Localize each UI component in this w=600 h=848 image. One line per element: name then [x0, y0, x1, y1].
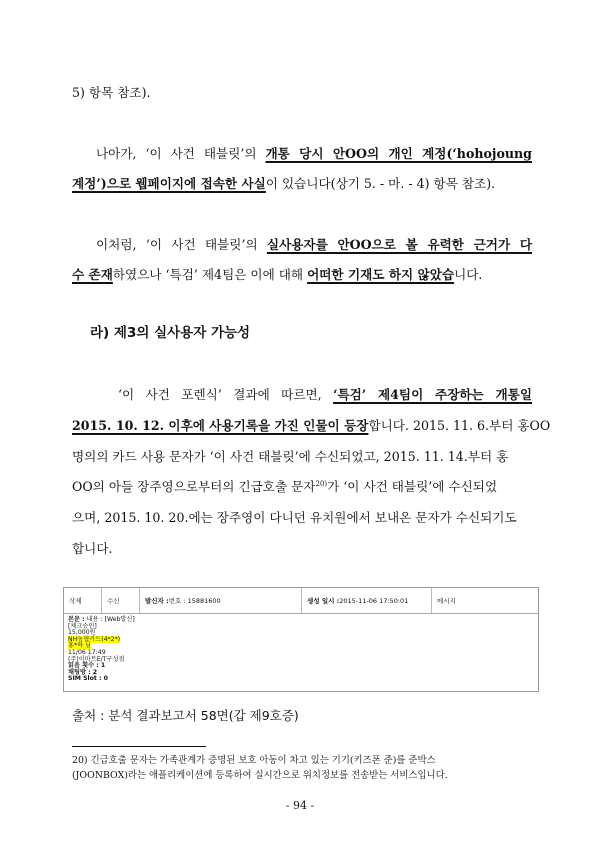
text: 5) 항목 참조). [72, 85, 151, 100]
emphasis-text: 계정’)으로 웹페이지에 접속한 사실 [72, 176, 266, 191]
evidence-col-direction: 수신 [102, 588, 140, 613]
text: 으며, 2015. 10. 20.에는 장주영이 다니던 유치원에서 보내온 문자가 수신되기도 [72, 510, 517, 525]
highlighted-text: NH농협카드(4*2*) [68, 635, 121, 643]
emphasis-text: 어떠한 기재도 하지 않았습 [307, 267, 455, 282]
evidence-col-type: 메시지 [437, 597, 456, 605]
footnote-line-1: 20) 긴급호출 문자는 가족관계가 증명된 보호 아동이 차고 있는 기기(키즈폰 준)를 준박스 [72, 755, 436, 766]
paragraph-1-line-1 [72, 84, 151, 102]
body-line: SIM Slot : 0 [68, 675, 108, 683]
paragraph-4-line-5 [72, 509, 517, 527]
text: 가 ‘이 사건 태블릿’에 수신되었 [327, 479, 498, 494]
paragraph-4-line-1 [118, 386, 532, 404]
highlighted-text: 홍*하 님 [68, 642, 91, 650]
paragraph-4-line-6 [72, 540, 113, 558]
evidence-col-sender [140, 588, 302, 613]
text: 합니다. 2015. 11. 6.부터 홍OO [368, 418, 551, 433]
evidence-message-capture [63, 587, 539, 692]
paragraph-4-line-3 [72, 448, 508, 466]
paragraph-2-line-1 [96, 145, 532, 163]
footnote-divider [72, 746, 206, 747]
sender-label: 발신자 : [145, 597, 169, 605]
emphasis-text: 수 존재 [72, 267, 113, 282]
paragraph-4-line-4 [72, 478, 497, 496]
text: ‘이 사건 포렌식’ 결과에 따르면, [118, 387, 334, 402]
body-line: 11/06 17:49 [68, 648, 106, 656]
paragraph-3-line-1 [96, 236, 532, 254]
emphasis-text: ‘특검’ 제4팀이 주장하는 개통일 [333, 387, 533, 402]
created-value: 2015-11-06 17:50:01 [339, 596, 409, 605]
body-label: 본문 : [68, 616, 85, 623]
evidence-header-row [64, 588, 538, 614]
footnote-line-2: (JOONBOX)라는 애플리케이션에 등록하여 실시간으로 위치정보를 전송받는 서비스입니다. [72, 770, 448, 781]
sender-value: 번호 : 15881600 [168, 597, 221, 605]
paragraph-4-line-2 [72, 417, 550, 435]
text: 나아가, ‘이 사건 태블릿’의 [96, 146, 266, 161]
body-line [68, 637, 534, 644]
text: 명의의 카드 사용 문자가 ‘이 사건 태블릿’에 수신되었고, 2015. 11. 14.부터 홍 [72, 449, 509, 464]
page-number: - 94 - [285, 799, 315, 812]
text: 이처럼, ‘이 사건 태블릿’의 [96, 237, 267, 252]
emphasis-text: 개통 당시 안OO의 개인 계정(‘hohojoung [265, 146, 532, 161]
emphasis-text: 2015. 10. 12. 이후에 사용기록을 가진 인물이 등장 [72, 418, 369, 433]
paragraph-2-line-2 [72, 175, 495, 193]
evidence-message-body [64, 614, 538, 686]
body-line [68, 617, 534, 624]
text: 니다. [454, 267, 483, 282]
source-caption: 출처 : 분석 결과보고서 58면(갑 제9호증) [72, 708, 299, 723]
text: 하였으나 ‘특검’ 제4팀은 이에 대해 [112, 267, 308, 282]
body-line: 15,000원 [68, 629, 96, 637]
emphasis-text: 실사용자를 안OO으로 볼 유력한 근거가 다 [266, 237, 532, 252]
paragraph-3-line-2 [72, 266, 482, 284]
text: OO의 아들 장주영으로부터의 긴급호출 문자 [72, 479, 316, 494]
text: 합니다. [72, 541, 113, 556]
text: 이 있습니다(상기 5. - 마. - 4) 항목 참조). [265, 176, 496, 191]
evidence-col-delete: 삭제 [64, 588, 102, 613]
body-line: 읽음 횟수 : 1 [68, 662, 106, 670]
body-line: 채팅방 : 2 [68, 668, 98, 676]
body-line: (주)이마트E/T구성점 [68, 655, 125, 663]
body-line [68, 643, 534, 650]
body-value: 내용 : [Web발신] [84, 616, 135, 623]
section-heading: 라) 제3의 실사용자 가능성 [90, 325, 251, 341]
body-line: [체크승인] [68, 622, 97, 630]
footnote-marker: 20) [315, 479, 328, 488]
evidence-col-created [302, 588, 432, 613]
created-label: 생성 일시 : [307, 597, 340, 605]
